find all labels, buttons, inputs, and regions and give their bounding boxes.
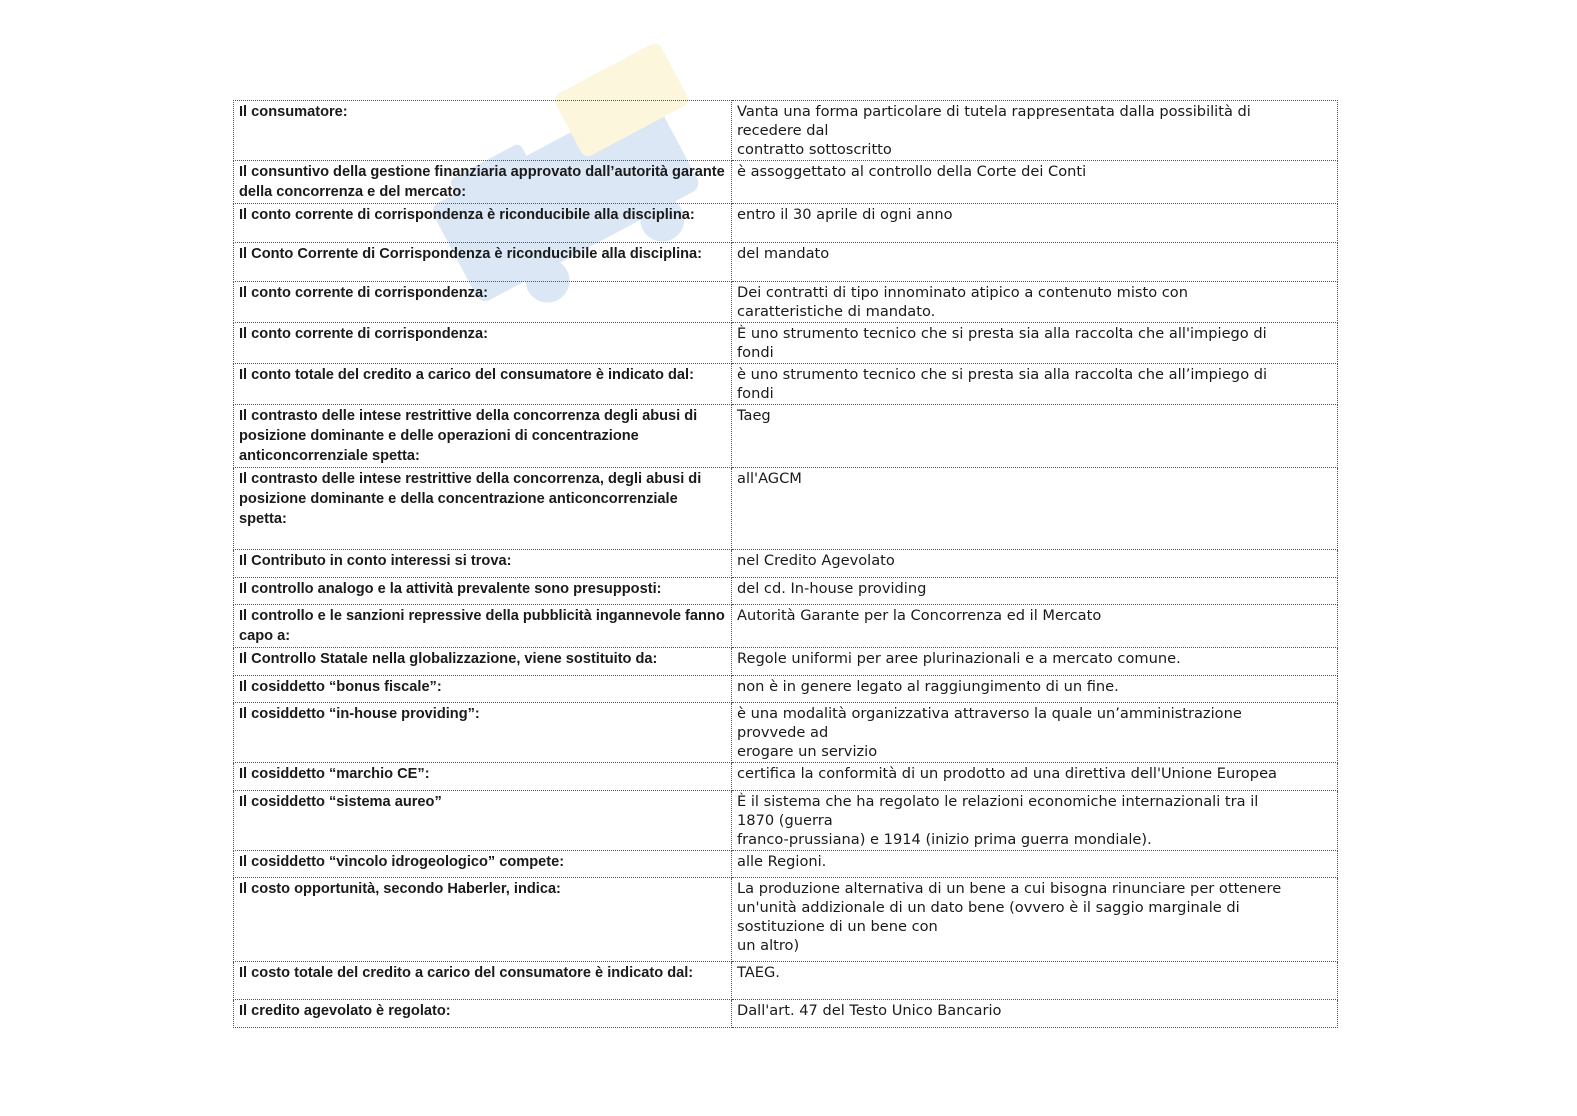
table-row [234,851,1338,878]
answer-cell: Dall'art. 47 del Testo Unico Bancario [732,1000,1338,1028]
question-cell: Il cosiddetto “vincolo idrogeologico” compete: [234,851,732,878]
table-row [234,791,1338,851]
table-row [234,605,1338,648]
question-cell: Il conto corrente di corrispondenza: [234,282,732,323]
question-cell: Il controllo analogo e la attività prevalente sono presupposti: [234,578,732,605]
question-cell: Il consuntivo della gestione finanziaria approvato dall’autorità garante della concorrenza e del mercato: [234,161,732,204]
question-cell: Il Contributo in conto interessi si trova: [234,550,732,578]
answer-cell: Dei contratti di tipo innominato atipico a contenuto misto con caratteristiche di mandato. [732,282,1338,323]
table-row [234,1000,1338,1028]
answer-cell: È il sistema che ha regolato le relazioni economiche internazionali tra il 1870 (guerra franco-prussiana) e 1914 (inizio prima guerra mondiale). [732,791,1338,851]
answer-cell: è assoggettato al controllo della Corte dei Conti [732,161,1338,204]
question-cell: Il cosiddetto “sistema aureo” [234,791,732,851]
table-row [234,161,1338,204]
table-row [234,468,1338,550]
answer-cell: nel Credito Agevolato [732,550,1338,578]
table-row [234,578,1338,605]
table-row [234,550,1338,578]
answer-cell: alle Regioni. [732,851,1338,878]
question-cell: Il contrasto delle intese restrittive della concorrenza, degli abusi di posizione dominante e della concentrazione anticoncorrenziale spetta: [234,468,732,550]
question-cell: Il conto corrente di corrispondenza: [234,323,732,364]
table-row [234,405,1338,468]
table-row [234,323,1338,364]
table-row [234,364,1338,405]
answer-cell: all'AGCM [732,468,1338,550]
answer-cell: TAEG. [732,962,1338,1000]
table-row [234,282,1338,323]
table-row [234,878,1338,962]
answer-cell: Autorità Garante per la Concorrenza ed il Mercato [732,605,1338,648]
answer-cell: entro il 30 aprile di ogni anno [732,204,1338,243]
table-row [234,648,1338,676]
table-row [234,243,1338,282]
question-cell: Il controllo e le sanzioni repressive della pubblicità ingannevole fanno capo a: [234,605,732,648]
answer-cell: Taeg [732,405,1338,468]
answer-cell: è una modalità organizzativa attraverso la quale un’amministrazione provvede ad erogare un servizio [732,703,1338,763]
question-cell: Il conto corrente di corrispondenza è riconducibile alla disciplina: [234,204,732,243]
answer-cell: del cd. In-house providing [732,578,1338,605]
question-cell: Il cosiddetto “marchio CE”: [234,763,732,791]
answer-cell: La produzione alternativa di un bene a cui bisogna rinunciare per ottenere un'unità addizionale di un dato bene (ovvero è il saggio marginale di sostituzione di un bene con un altro) [732,878,1338,962]
answer-cell: è uno strumento tecnico che si presta sia alla raccolta che all’impiego di fondi [732,364,1338,405]
table-row [234,204,1338,243]
answer-cell: non è in genere legato al raggiungimento di un fine. [732,676,1338,703]
answer-cell: certifica la conformità di un prodotto ad una direttiva dell'Unione Europea [732,763,1338,791]
table-row [234,101,1338,161]
answer-cell: del mandato [732,243,1338,282]
answer-cell: Vanta una forma particolare di tutela rappresentata dalla possibilità di recedere dal contratto sottoscritto [732,101,1338,161]
table-row [234,703,1338,763]
question-cell: Il cosiddetto “in-house providing”: [234,703,732,763]
qa-table [233,100,1338,1028]
table-row [234,962,1338,1000]
question-cell: Il costo opportunità, secondo Haberler, indica: [234,878,732,962]
question-cell: Il conto totale del credito a carico del consumatore è indicato dal: [234,364,732,405]
question-cell: Il consumatore: [234,101,732,161]
question-cell: Il Conto Corrente di Corrispondenza è riconducibile alla disciplina: [234,243,732,282]
question-cell: Il costo totale del credito a carico del consumatore è indicato dal: [234,962,732,1000]
question-cell: Il credito agevolato è regolato: [234,1000,732,1028]
answer-cell: Regole uniformi per aree plurinazionali e a mercato comune. [732,648,1338,676]
question-cell: Il contrasto delle intese restrittive della concorrenza degli abusi di posizione dominante e delle operazioni di concentrazione anticoncorrenziale spetta: [234,405,732,468]
question-cell: Il Controllo Statale nella globalizzazione, viene sostituito da: [234,648,732,676]
table-row [234,763,1338,791]
question-cell: Il cosiddetto “bonus fiscale”: [234,676,732,703]
answer-cell: È uno strumento tecnico che si presta sia alla raccolta che all'impiego di fondi [732,323,1338,364]
table-row [234,676,1338,703]
